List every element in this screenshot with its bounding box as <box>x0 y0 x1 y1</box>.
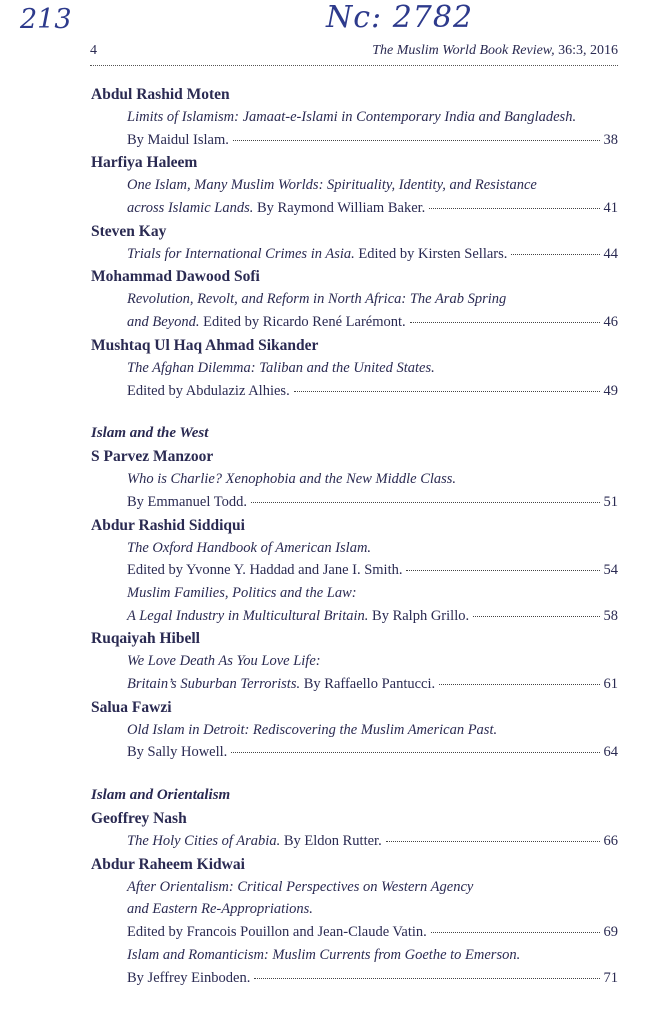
review-entry-line <box>91 719 618 742</box>
book-title: Who is Charlie? Xenophobia and the New Middle Class. <box>127 471 457 488</box>
book-author-credit: By Raymond William Baker. <box>253 200 426 217</box>
reviewer-name: S Parvez Manzoor <box>91 448 214 466</box>
journal-volume: 36:3, 2016 <box>558 43 618 58</box>
running-header <box>90 43 618 63</box>
review-entry-line <box>91 468 618 491</box>
reviewer-name: Harfiya Haleem <box>91 154 198 172</box>
book-citation <box>127 830 382 853</box>
book-citation <box>127 605 469 628</box>
handwritten-number: 213 <box>20 4 72 35</box>
book-title: Limits of Islamism: Jamaat-e-Islami in Contemporary India and Bangladesh. <box>127 109 577 125</box>
review-entry-line <box>91 605 618 628</box>
book-title: Trials for International Crimes in Asia. <box>127 245 355 262</box>
review-entry-line <box>91 106 618 129</box>
dot-leader <box>251 502 600 503</box>
book-title: Old Islam in Detroit: Rediscovering the Muslim American Past. <box>127 721 498 738</box>
book-title: Muslim Families, Politics and the Law: <box>127 584 357 601</box>
review-entry-line <box>91 243 618 266</box>
review-entry-line <box>91 174 618 197</box>
book-citation <box>127 673 435 696</box>
review-entry-line <box>91 582 618 605</box>
review-entry-line <box>91 537 618 560</box>
entry-page-number: 44 <box>603 245 618 262</box>
book-citation <box>127 921 427 944</box>
book-title: The Oxford Handbook of American Islam. <box>127 539 372 556</box>
dot-leader <box>231 752 599 753</box>
entry-page-number: 64 <box>603 744 618 761</box>
reviewer-name: Ruqaiyah Hibell <box>91 630 200 648</box>
section-spacer <box>91 402 618 422</box>
review-entry-line <box>91 967 618 990</box>
review-entry-line <box>91 921 618 944</box>
entry-page-number: 71 <box>603 969 618 986</box>
book-author-credit: Edited by Yvonne Y. Haddad and Jane I. Smith. <box>127 562 403 579</box>
table-of-contents <box>91 83 618 989</box>
dot-leader <box>473 616 599 617</box>
book-author-credit: Edited by Ricardo René Larémont. <box>199 314 406 331</box>
review-entry-line <box>91 380 618 403</box>
reviewer-name: Geoffrey Nash <box>91 810 187 828</box>
handwritten-accession-number: Nc: 2782 <box>326 0 474 35</box>
book-title: across Islamic Lands. <box>127 200 254 217</box>
book-title: After Orientalism: Critical Perspectives on Western Agency <box>127 878 474 895</box>
reviewer-name: Salua Fawzi <box>91 698 172 716</box>
dot-leader <box>294 391 600 392</box>
book-citation <box>127 380 290 403</box>
book-author-credit: By Emmanuel Todd. <box>127 493 247 510</box>
entry-page-number: 66 <box>603 833 618 850</box>
dot-leader <box>233 140 600 141</box>
entry-page-number: 41 <box>603 200 618 217</box>
book-citation <box>127 243 507 266</box>
book-citation <box>127 197 425 220</box>
review-entry-line <box>91 129 618 152</box>
dot-leader <box>386 841 600 842</box>
book-title: One Islam, Many Muslim Worlds: Spirituality, Identity, and Resistance <box>127 177 537 194</box>
entry-page-number: 69 <box>603 924 618 941</box>
book-title: The Holy Cities of Arabia. <box>127 833 281 850</box>
book-title: and Beyond. <box>127 314 200 331</box>
reviewer-name: Abdul Rashid Moten <box>91 86 230 103</box>
book-title: Islam and Romanticism: Muslim Currents from Goethe to Emerson. <box>127 946 521 963</box>
review-entry-line <box>91 944 618 967</box>
review-entry-line <box>91 197 618 220</box>
entry-page-number: 58 <box>603 607 618 624</box>
journal-title: The Muslim World Book Review, 36:3, 2016 <box>372 43 618 58</box>
reviewer-name: Mohammad Dawood Sofi <box>91 268 260 286</box>
review-entry-line <box>91 650 618 673</box>
review-entry-line <box>91 741 618 764</box>
book-author-credit: Edited by Kirsten Sellars. <box>354 245 508 262</box>
section-spacer <box>91 764 618 784</box>
review-entry-line <box>91 491 618 514</box>
book-author-credit: Edited by Abdulaziz Alhies. <box>127 382 290 399</box>
dot-leader <box>406 570 599 571</box>
dot-leader <box>439 684 599 685</box>
book-title: A Legal Industry in Multicultural Britain. <box>127 607 369 624</box>
reviewer-name: Steven Kay <box>91 222 167 240</box>
entry-page-number: 61 <box>603 676 618 692</box>
section-heading: Islam and Orientalism <box>91 787 231 804</box>
entry-page-number: 51 <box>603 493 618 510</box>
entry-page-number: 54 <box>603 562 618 579</box>
book-title: Britain’s Suburban Terrorists. <box>127 676 301 692</box>
reviewer-name: Abdur Rashid Siddiqui <box>91 516 245 534</box>
entry-page-number: 46 <box>603 314 618 331</box>
entry-page-number: 49 <box>603 382 618 399</box>
dot-leader <box>254 978 599 979</box>
book-citation <box>127 491 247 514</box>
book-author-credit: By Sally Howell. <box>127 744 228 761</box>
review-entry-line <box>91 288 618 311</box>
reviewer-name: Abdur Raheem Kidwai <box>91 855 245 873</box>
review-entry-line <box>91 673 618 696</box>
review-entry-line <box>91 357 618 380</box>
book-author-credit: By Jeffrey Einboden. <box>127 969 251 986</box>
review-entry-line <box>91 311 618 334</box>
book-citation <box>127 129 229 152</box>
book-title: The Afghan Dilemma: Taliban and the United States. <box>127 359 435 376</box>
review-entry-line <box>91 830 618 853</box>
book-citation <box>127 967 250 990</box>
dot-leader <box>429 208 599 209</box>
book-author-credit: By Eldon Rutter. <box>280 833 382 850</box>
book-author-credit: By Ralph Grillo. <box>368 607 470 624</box>
header-rule <box>90 65 618 66</box>
reviewer-name: Mushtaq Ul Haq Ahmad Sikander <box>91 336 319 354</box>
book-author-credit: Edited by Francois Pouillon and Jean-Claude Vatin. <box>127 924 427 941</box>
page-number: 4 <box>90 43 97 58</box>
dot-leader <box>410 322 600 323</box>
book-title: Revolution, Revolt, and Reform in North Africa: The Arab Spring <box>127 291 507 308</box>
book-citation <box>127 741 227 764</box>
dot-leader <box>511 254 599 255</box>
review-entry-line <box>91 876 618 899</box>
book-citation <box>127 311 406 334</box>
entry-page-number: 38 <box>603 131 618 148</box>
section-heading: Islam and the West <box>91 425 209 442</box>
review-entry-line <box>91 898 618 921</box>
book-title: We Love Death As You Love Life: <box>127 653 321 670</box>
book-author-credit: By Maidul Islam. <box>127 131 229 148</box>
dot-leader <box>431 932 600 933</box>
book-author-credit: By Raffaello Pantucci. <box>300 676 436 692</box>
review-entry-line <box>91 559 618 582</box>
book-citation <box>127 559 402 582</box>
book-title: and Eastern Re-Appropriations. <box>127 901 313 918</box>
